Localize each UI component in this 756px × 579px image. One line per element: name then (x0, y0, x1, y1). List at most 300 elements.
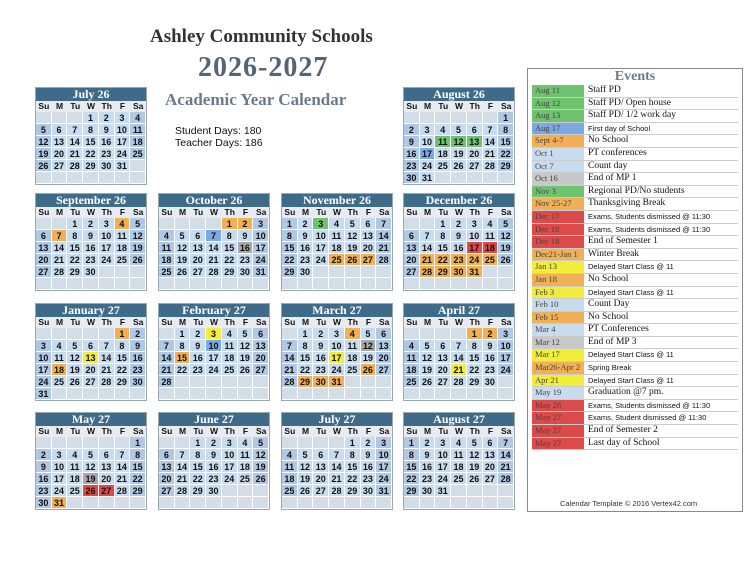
day-cell: 27 (404, 266, 420, 278)
day-cell: 2 (313, 328, 329, 340)
event-date: Feb 15 (532, 312, 584, 324)
day-cell: 20 (36, 254, 52, 266)
event-description: Winter Break (588, 248, 640, 259)
empty-day-cell (483, 266, 499, 278)
day-cell: 26 (130, 254, 146, 266)
day-cell: 20 (376, 352, 392, 364)
day-cell: 15 (345, 461, 361, 473)
day-cell: 23 (83, 254, 99, 266)
weekday-label: Th (347, 207, 358, 217)
day-cell: 6 (376, 328, 392, 340)
empty-day-cell (313, 388, 329, 400)
day-cell: 24 (99, 254, 115, 266)
weekday-header (404, 207, 514, 218)
day-grid (159, 437, 269, 509)
event-description: PT conferences (588, 147, 647, 158)
event-row (532, 274, 738, 287)
day-cell: 7 (282, 340, 298, 352)
day-cell: 14 (52, 242, 68, 254)
empty-day-cell (376, 278, 392, 290)
day-cell: 19 (130, 242, 146, 254)
empty-day-cell (130, 388, 146, 400)
weekday-header (282, 426, 392, 437)
day-cell: 7 (329, 449, 345, 461)
day-cell: 2 (130, 328, 146, 340)
day-cell: 8 (67, 230, 83, 242)
month-name: August 26 (404, 88, 514, 101)
empty-day-cell (483, 112, 499, 124)
empty-day-cell (345, 497, 361, 509)
empty-day-cell (361, 497, 377, 509)
day-cell: 11 (67, 461, 83, 473)
empty-day-cell (99, 437, 115, 449)
event-date: Jan 13 (532, 261, 584, 273)
event-row (532, 287, 738, 300)
weekday-label: Tu (438, 207, 449, 217)
day-cell: 4 (238, 437, 254, 449)
day-cell: 16 (298, 242, 314, 254)
day-cell: 21 (159, 364, 175, 376)
event-date: Nov 25-27 (532, 198, 584, 210)
day-cell: 1 (467, 328, 483, 340)
day-cell: 26 (467, 473, 483, 485)
empty-day-cell (404, 328, 420, 340)
weekday-label: Th (469, 317, 480, 327)
school-name: Ashley Community Schools (150, 26, 373, 47)
event-date: Mar 17 (532, 349, 584, 361)
month-calendar (158, 303, 270, 401)
day-cell: 14 (329, 461, 345, 473)
empty-day-cell (222, 497, 238, 509)
day-cell: 10 (206, 340, 222, 352)
day-cell: 27 (36, 266, 52, 278)
empty-day-cell (361, 266, 377, 278)
day-cell: 1 (83, 112, 99, 124)
day-cell: 9 (361, 449, 377, 461)
empty-day-cell (451, 388, 467, 400)
day-cell: 3 (115, 112, 131, 124)
day-cell: 15 (222, 242, 238, 254)
day-cell: 14 (498, 449, 514, 461)
day-cell: 29 (190, 485, 206, 497)
day-cell: 12 (451, 136, 467, 148)
month-name: March 27 (282, 304, 392, 317)
weekday-header (404, 317, 514, 328)
day-cell: 17 (313, 242, 329, 254)
event-row (532, 324, 738, 337)
event-date: May 26 (532, 400, 584, 412)
event-description: No School (588, 311, 629, 322)
day-cell: 7 (52, 230, 68, 242)
empty-day-cell (52, 172, 68, 184)
weekday-label: F (242, 317, 249, 327)
day-cell: 23 (361, 473, 377, 485)
empty-day-cell (451, 485, 467, 497)
day-cell: 14 (175, 461, 191, 473)
event-description: Regional PD/No students (588, 185, 685, 196)
day-cell: 31 (253, 266, 269, 278)
weekday-label: M (424, 207, 432, 217)
empty-day-cell (313, 266, 329, 278)
day-cell: 24 (52, 485, 68, 497)
event-date: Oct 7 (532, 161, 584, 173)
weekday-label: M (179, 317, 187, 327)
day-cell: 27 (376, 364, 392, 376)
day-cell: 16 (36, 473, 52, 485)
weekday-label: Tu (193, 317, 204, 327)
day-cell: 28 (498, 473, 514, 485)
day-cell: 7 (99, 340, 115, 352)
day-cell: 1 (67, 218, 83, 230)
day-cell: 12 (253, 449, 269, 461)
day-cell: 12 (420, 352, 436, 364)
day-cell: 2 (404, 124, 420, 136)
empty-day-cell (130, 497, 146, 509)
empty-day-cell (298, 497, 314, 509)
day-cell: 19 (298, 473, 314, 485)
day-cell: 13 (36, 242, 52, 254)
event-description: Delayed Start Class @ 11 (588, 350, 674, 360)
day-cell: 14 (159, 352, 175, 364)
day-cell: 7 (115, 449, 131, 461)
day-cell: 11 (159, 242, 175, 254)
events-list (528, 85, 742, 450)
event-date: Aug 17 (532, 123, 584, 135)
weekday-label: Su (284, 426, 296, 436)
weekday-label: Tu (438, 317, 449, 327)
day-cell: 20 (467, 148, 483, 160)
empty-day-cell (115, 266, 131, 278)
day-cell: 16 (190, 352, 206, 364)
day-cell: 25 (435, 160, 451, 172)
day-cell: 13 (99, 461, 115, 473)
event-description: Exams, Students dismissed @ 11:30 (588, 400, 711, 410)
event-description: End of Semester 1 (588, 236, 658, 247)
empty-day-cell (329, 278, 345, 290)
empty-day-cell (222, 278, 238, 290)
day-cell: 14 (67, 136, 83, 148)
weekday-label: F (119, 101, 126, 111)
weekday-label: Th (224, 426, 235, 436)
day-cell: 25 (483, 254, 499, 266)
day-cell: 4 (159, 230, 175, 242)
weekday-label: Sa (500, 317, 512, 327)
day-cell: 19 (498, 242, 514, 254)
day-cell: 30 (451, 266, 467, 278)
empty-day-cell (206, 388, 222, 400)
event-row (532, 438, 738, 451)
day-grid (282, 218, 392, 290)
day-cell: 8 (467, 340, 483, 352)
empty-day-cell (52, 112, 68, 124)
day-cell: 17 (376, 461, 392, 473)
day-cell: 20 (190, 254, 206, 266)
event-row (532, 211, 738, 224)
weekday-label: Tu (316, 317, 327, 327)
empty-day-cell (175, 278, 191, 290)
event-row (532, 161, 738, 174)
day-cell: 23 (130, 364, 146, 376)
event-description: Exams, Students dismissed @ 11:30 (588, 211, 711, 221)
day-cell: 6 (435, 340, 451, 352)
day-cell: 7 (159, 340, 175, 352)
day-cell: 31 (329, 376, 345, 388)
day-cell: 19 (420, 364, 436, 376)
day-cell: 16 (404, 148, 420, 160)
weekday-label: W (86, 317, 95, 327)
empty-day-cell (115, 278, 131, 290)
event-date: Feb 10 (532, 299, 584, 311)
day-cell: 23 (420, 473, 436, 485)
day-cell: 19 (467, 461, 483, 473)
day-cell: 10 (313, 230, 329, 242)
weekday-label: W (332, 317, 341, 327)
day-cell: 8 (404, 449, 420, 461)
empty-day-cell (67, 388, 83, 400)
day-grid (36, 328, 146, 400)
day-cell: 24 (115, 148, 131, 160)
day-cell: 8 (282, 230, 298, 242)
event-description: Delayed Start Class @ 11 (588, 262, 674, 272)
day-cell: 28 (376, 254, 392, 266)
day-cell: 1 (282, 218, 298, 230)
weekday-label: M (424, 426, 432, 436)
day-cell: 29 (498, 160, 514, 172)
day-cell: 21 (329, 473, 345, 485)
day-cell: 6 (404, 230, 420, 242)
day-cell: 24 (498, 364, 514, 376)
event-date: Aug 11 (532, 85, 584, 97)
empty-day-cell (361, 278, 377, 290)
month-calendar (281, 412, 393, 510)
event-row (532, 123, 738, 136)
day-cell: 2 (83, 218, 99, 230)
weekday-label: M (302, 426, 310, 436)
weekday-label: Sa (132, 426, 144, 436)
empty-day-cell (282, 497, 298, 509)
empty-day-cell (222, 485, 238, 497)
day-cell: 9 (83, 230, 99, 242)
empty-day-cell (159, 218, 175, 230)
weekday-label: Su (284, 317, 296, 327)
weekday-label: Su (38, 426, 50, 436)
month-calendar (403, 412, 515, 510)
month-calendar (158, 412, 270, 510)
weekday-label: W (86, 207, 95, 217)
empty-day-cell (282, 278, 298, 290)
day-cell: 25 (404, 376, 420, 388)
event-date: Nov 3 (532, 186, 584, 198)
event-row (532, 148, 738, 161)
empty-day-cell (130, 266, 146, 278)
empty-day-cell (435, 388, 451, 400)
day-cell: 11 (130, 124, 146, 136)
empty-day-cell (175, 437, 191, 449)
day-cell: 16 (130, 352, 146, 364)
day-cell: 25 (159, 266, 175, 278)
day-cell: 5 (253, 437, 269, 449)
day-cell: 31 (420, 172, 436, 184)
day-cell: 31 (36, 388, 52, 400)
day-cell: 15 (175, 352, 191, 364)
day-cell: 4 (345, 328, 361, 340)
day-cell: 13 (467, 136, 483, 148)
day-cell: 21 (99, 364, 115, 376)
day-cell: 22 (190, 473, 206, 485)
day-cell: 29 (404, 485, 420, 497)
empty-day-cell (498, 497, 514, 509)
day-cell: 8 (498, 124, 514, 136)
event-date: Sept 4-7 (532, 135, 584, 147)
day-cell: 29 (435, 266, 451, 278)
empty-day-cell (238, 376, 254, 388)
weekday-label: Sa (378, 317, 390, 327)
weekday-label: Th (101, 426, 112, 436)
day-cell: 26 (238, 364, 254, 376)
weekday-label: Tu (438, 101, 449, 111)
month-name: October 26 (159, 194, 269, 207)
weekday-label: F (365, 426, 372, 436)
empty-day-cell (345, 376, 361, 388)
day-cell: 8 (435, 230, 451, 242)
day-cell: 24 (329, 364, 345, 376)
event-row (532, 249, 738, 262)
empty-day-cell (498, 376, 514, 388)
day-cell: 5 (83, 449, 99, 461)
day-grid (404, 112, 514, 184)
empty-day-cell (420, 218, 436, 230)
day-cell: 14 (420, 242, 436, 254)
empty-day-cell (483, 172, 499, 184)
empty-day-cell (253, 497, 269, 509)
day-cell: 11 (238, 449, 254, 461)
day-cell: 10 (329, 340, 345, 352)
event-date: Oct 16 (532, 173, 584, 185)
day-cell: 23 (313, 364, 329, 376)
day-cell: 4 (52, 340, 68, 352)
day-cell: 30 (404, 172, 420, 184)
day-cell: 15 (404, 461, 420, 473)
event-date: May 27 (532, 425, 584, 437)
day-cell: 26 (420, 376, 436, 388)
day-cell: 12 (238, 340, 254, 352)
day-cell: 31 (467, 266, 483, 278)
day-cell: 12 (175, 242, 191, 254)
day-cell: 22 (175, 364, 191, 376)
day-cell: 1 (222, 218, 238, 230)
day-cell: 8 (83, 124, 99, 136)
weekday-label: Tu (193, 207, 204, 217)
weekday-label: W (454, 426, 463, 436)
day-cell: 29 (298, 376, 314, 388)
day-cell: 25 (329, 254, 345, 266)
weekday-header (282, 317, 392, 328)
weekday-label: Th (224, 317, 235, 327)
weekday-label: Tu (70, 317, 81, 327)
day-cell: 24 (467, 254, 483, 266)
day-cell: 11 (329, 230, 345, 242)
empty-day-cell (159, 328, 175, 340)
day-cell: 17 (498, 352, 514, 364)
day-cell: 11 (115, 230, 131, 242)
empty-day-cell (206, 278, 222, 290)
day-cell: 28 (175, 485, 191, 497)
day-cell: 23 (451, 254, 467, 266)
weekday-label: Sa (378, 426, 390, 436)
event-date: Dec 17 (532, 211, 584, 223)
day-cell: 13 (376, 340, 392, 352)
weekday-label: F (487, 317, 494, 327)
month-name: August 27 (404, 413, 514, 426)
empty-day-cell (159, 497, 175, 509)
weekday-label: Su (161, 317, 173, 327)
day-cell: 6 (190, 230, 206, 242)
day-cell: 14 (282, 352, 298, 364)
event-row (532, 425, 738, 438)
month-calendar (35, 87, 147, 185)
day-cell: 10 (467, 230, 483, 242)
month-calendar (403, 193, 515, 291)
day-cell: 28 (483, 160, 499, 172)
event-date: Aug 12 (532, 98, 584, 110)
day-cell: 4 (130, 112, 146, 124)
weekday-label: F (242, 426, 249, 436)
day-cell: 8 (115, 340, 131, 352)
empty-day-cell (159, 278, 175, 290)
day-cell: 3 (206, 328, 222, 340)
day-cell: 21 (420, 254, 436, 266)
day-cell: 28 (67, 160, 83, 172)
empty-day-cell (159, 388, 175, 400)
day-cell: 21 (498, 461, 514, 473)
day-cell: 27 (83, 376, 99, 388)
empty-day-cell (175, 376, 191, 388)
event-description: Exams, Student dismissed @ 11:30 (588, 413, 707, 423)
event-description: No School (588, 135, 629, 146)
event-description: Graduation @7 pm. (588, 387, 664, 398)
student-days: Student Days: 180 (175, 125, 262, 137)
day-cell: 8 (190, 449, 206, 461)
weekday-label: Su (406, 207, 418, 217)
empty-day-cell (420, 497, 436, 509)
day-cell: 26 (175, 266, 191, 278)
weekday-label: Th (101, 207, 112, 217)
weekday-label: Tu (316, 426, 327, 436)
day-cell: 15 (67, 242, 83, 254)
day-cell: 10 (253, 230, 269, 242)
day-cell: 27 (99, 485, 115, 497)
day-cell: 16 (313, 352, 329, 364)
day-cell: 4 (435, 124, 451, 136)
weekday-label: W (209, 207, 218, 217)
day-cell: 11 (483, 230, 499, 242)
weekday-label: Tu (438, 426, 449, 436)
month-name: January 27 (36, 304, 146, 317)
event-row (532, 337, 738, 350)
event-description: Exams, Students dismissed @ 11:30 (588, 224, 711, 234)
event-row (532, 236, 738, 249)
day-cell: 9 (451, 230, 467, 242)
day-cell: 23 (190, 364, 206, 376)
weekday-label: M (179, 207, 187, 217)
empty-day-cell (451, 172, 467, 184)
day-cell: 2 (36, 449, 52, 461)
weekday-label: W (332, 207, 341, 217)
day-cell: 26 (298, 485, 314, 497)
day-cell: 27 (159, 485, 175, 497)
day-grid (282, 437, 392, 509)
day-cell: 9 (238, 230, 254, 242)
